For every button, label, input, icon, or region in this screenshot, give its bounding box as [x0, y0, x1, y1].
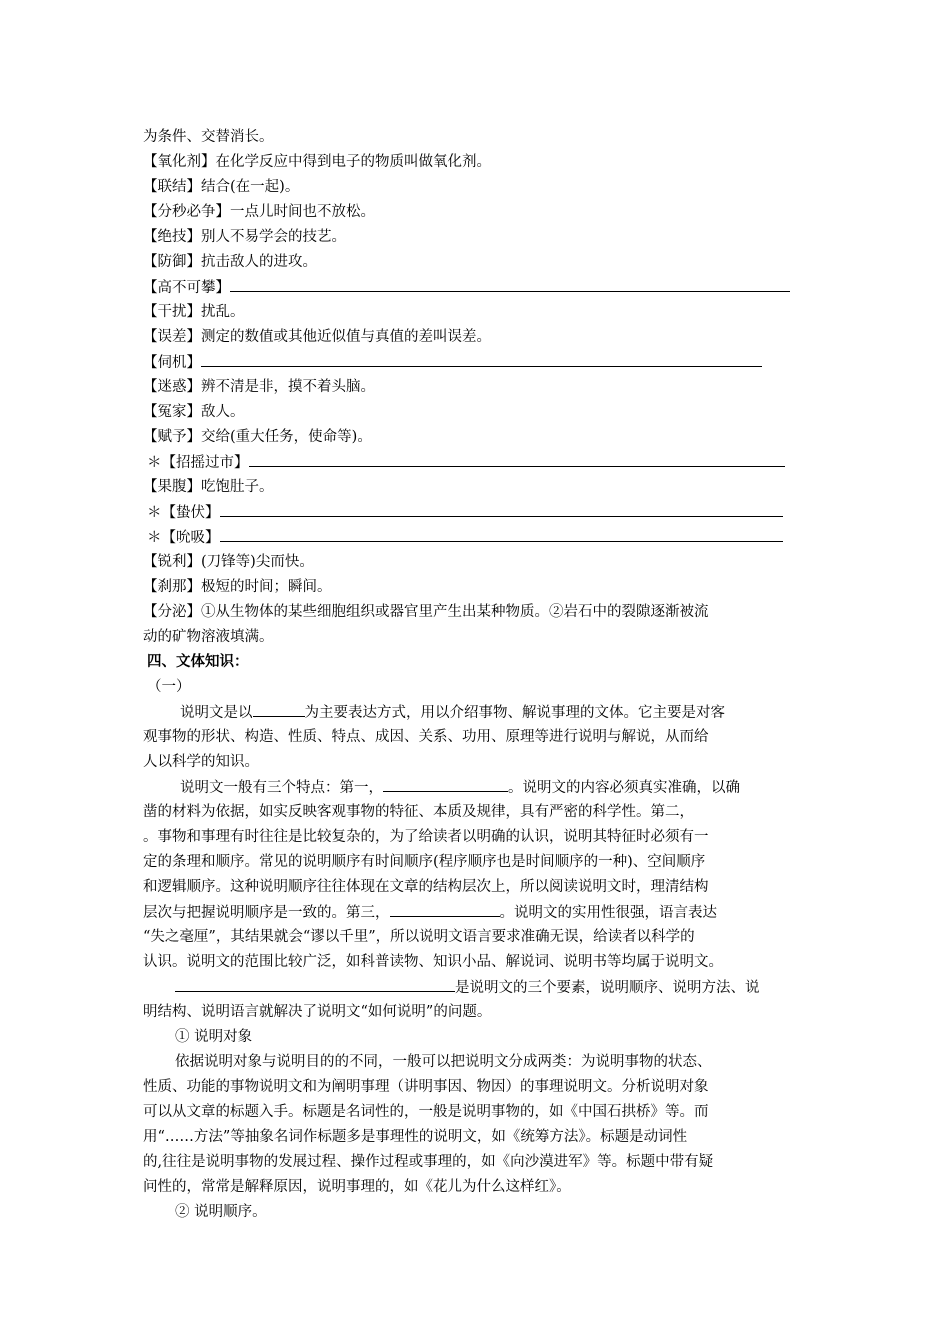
paragraph-line: [180, 777, 740, 798]
text-span: 。说明文的实用性很强，语言表达: [499, 905, 717, 921]
term-label: 【高不可攀】: [143, 280, 230, 296]
term-shunxi: [147, 527, 783, 548]
subsection-label: （一）: [147, 679, 191, 695]
fill-blank[interactable]: [220, 502, 783, 517]
text-span: 。说明文的内容必须真实准确，以确: [508, 780, 740, 796]
term-fangyu: 【防御】抗击敌人的进攻。: [143, 254, 317, 270]
term-jueji: 【绝技】别人不易学会的技艺。: [143, 229, 346, 245]
paragraph-line: [143, 902, 717, 923]
paragraph-line: 用“……方法”等抽象名词作标题多是事理性的说明文，如《统筹方法》。标题是动词性: [143, 1129, 688, 1145]
paragraph-line: 的,往往是说明事物的发展过程、操作过程或事理的，如《向沙漠进军》等。标题中带有疑: [143, 1154, 714, 1170]
fill-blank[interactable]: [249, 452, 785, 467]
section-heading: 四、文体知识：: [147, 653, 249, 670]
paragraph-line: 问性的，常常是解释原因，说明事理的，如《花儿为什么这样红》。: [143, 1179, 571, 1195]
paragraph-line: 定的条理和顺序。常见的说明顺序有时间顺序(程序顺序也是时间顺序的一种)、空间顺序: [143, 854, 706, 870]
fill-blank[interactable]: [220, 527, 783, 542]
paragraph-line: 和逻辑顺序。这种说明顺序往往体现在文章的结构层次上，所以阅读说明文时，理清结构: [143, 879, 709, 895]
text-span: 说明文一般有三个特点：第一，: [180, 780, 383, 796]
term-zhaoyao: [147, 452, 785, 473]
term-mihuo: 【迷惑】辨不清是非，摸不着头脑。: [143, 379, 375, 395]
term-siji: [143, 352, 762, 373]
fill-blank[interactable]: [230, 277, 790, 292]
term-label: ＊【招摇过市】: [147, 455, 249, 471]
paragraph-line: [175, 977, 760, 998]
term-label: 【伺机】: [143, 355, 201, 371]
paragraph-line: 依据说明对象与说明目的的不同，一般可以把说明文分成两类：为说明事物的状态、: [175, 1054, 712, 1070]
paragraph-line: 观事物的形状、构造、性质、特点、成因、关系、功用、原理等进行说明与解说，从而给: [143, 729, 709, 745]
text-span: 是说明文的三个要素，说明顺序、说明方法、说: [455, 980, 760, 996]
term-yuanjia: 【冤家】敌人。: [143, 404, 245, 420]
term-label: ＊【吮吸】: [147, 530, 220, 546]
paragraph-line: 人以科学的知识。: [143, 754, 259, 770]
term-label: ＊【蛰伏】: [147, 505, 220, 521]
paragraph-line: “失之毫厘”，其结果就会“谬以千里”，所以说明文语言要求准确无误，给读者以科学的: [143, 929, 695, 945]
term-gaobukepan: [143, 277, 790, 298]
text-span: 说明文是以: [180, 705, 253, 721]
term-wucha: 【误差】测定的数值或其他近似值与真值的差叫误差。: [143, 329, 491, 345]
term-fenmi: 【分泌】①从生物体的某些细胞组织或器官里产生出某种物质。②岩石中的裂隙逐渐被流: [143, 604, 709, 620]
term-ruili: 【锐利】(刀锋等)尖而快。: [143, 554, 314, 570]
paragraph-line: 可以从文章的标题入手。标题是名词性的，一般是说明事物的，如《中国石拱桥》等。而: [143, 1104, 709, 1120]
text-span: 层次与把握说明顺序是一致的。第三，: [143, 905, 390, 921]
fill-blank[interactable]: [390, 902, 500, 917]
term-fuyu: 【赋予】交给(重大任务，使命等)。: [143, 429, 372, 445]
paragraph-line: 凿的材料为依据，如实反映客观事物的特征、本质及规律，具有严密的科学性。第二，: [143, 804, 694, 820]
term-lianjie: 【联结】结合(在一起)。: [143, 179, 300, 195]
subheading-object: ① 说明对象: [175, 1029, 253, 1045]
term-fenmiao: 【分秒必争】一点儿时间也不放松。: [143, 204, 375, 220]
text-line: 为条件、交替消长。: [143, 129, 274, 145]
text-line: 动的矿物溶液填满。: [143, 629, 274, 645]
fill-blank[interactable]: [253, 702, 305, 717]
term-guofu: 【果腹】吃饱肚子。: [143, 479, 274, 495]
term-chana: 【刹那】极短的时间；瞬间。: [143, 579, 332, 595]
term-ganrao: 【干扰】扰乱。: [143, 304, 245, 320]
fill-blank[interactable]: [175, 977, 455, 992]
fill-blank[interactable]: [201, 352, 762, 367]
paragraph-line: [180, 702, 725, 723]
paragraph-line: 认识。说明文的范围比较广泛，如科普读物、知识小品、解说词、说明书等均属于说明文。: [143, 954, 723, 970]
paragraph-line: 明结构、说明语言就解决了说明文“如何说明”的问题。: [143, 1004, 492, 1020]
term-oxidant: 【氧化剂】在化学反应中得到电子的物质叫做氧化剂。: [143, 154, 491, 170]
text-span: 为主要表达方式，用以介绍事物、解说事理的文体。它主要是对客: [304, 705, 725, 721]
subheading-order: ② 说明顺序。: [175, 1204, 267, 1220]
fill-blank[interactable]: [383, 777, 508, 792]
paragraph-line: 。事物和事理有时往往是比较复杂的，为了给读者以明确的认识，说明其特征时必须有一: [143, 829, 709, 845]
term-zhefu: [147, 502, 783, 523]
paragraph-line: 性质、功能的事物说明文和为阐明事理（讲明事因、物因）的事理说明文。分析说明对象: [143, 1079, 709, 1095]
